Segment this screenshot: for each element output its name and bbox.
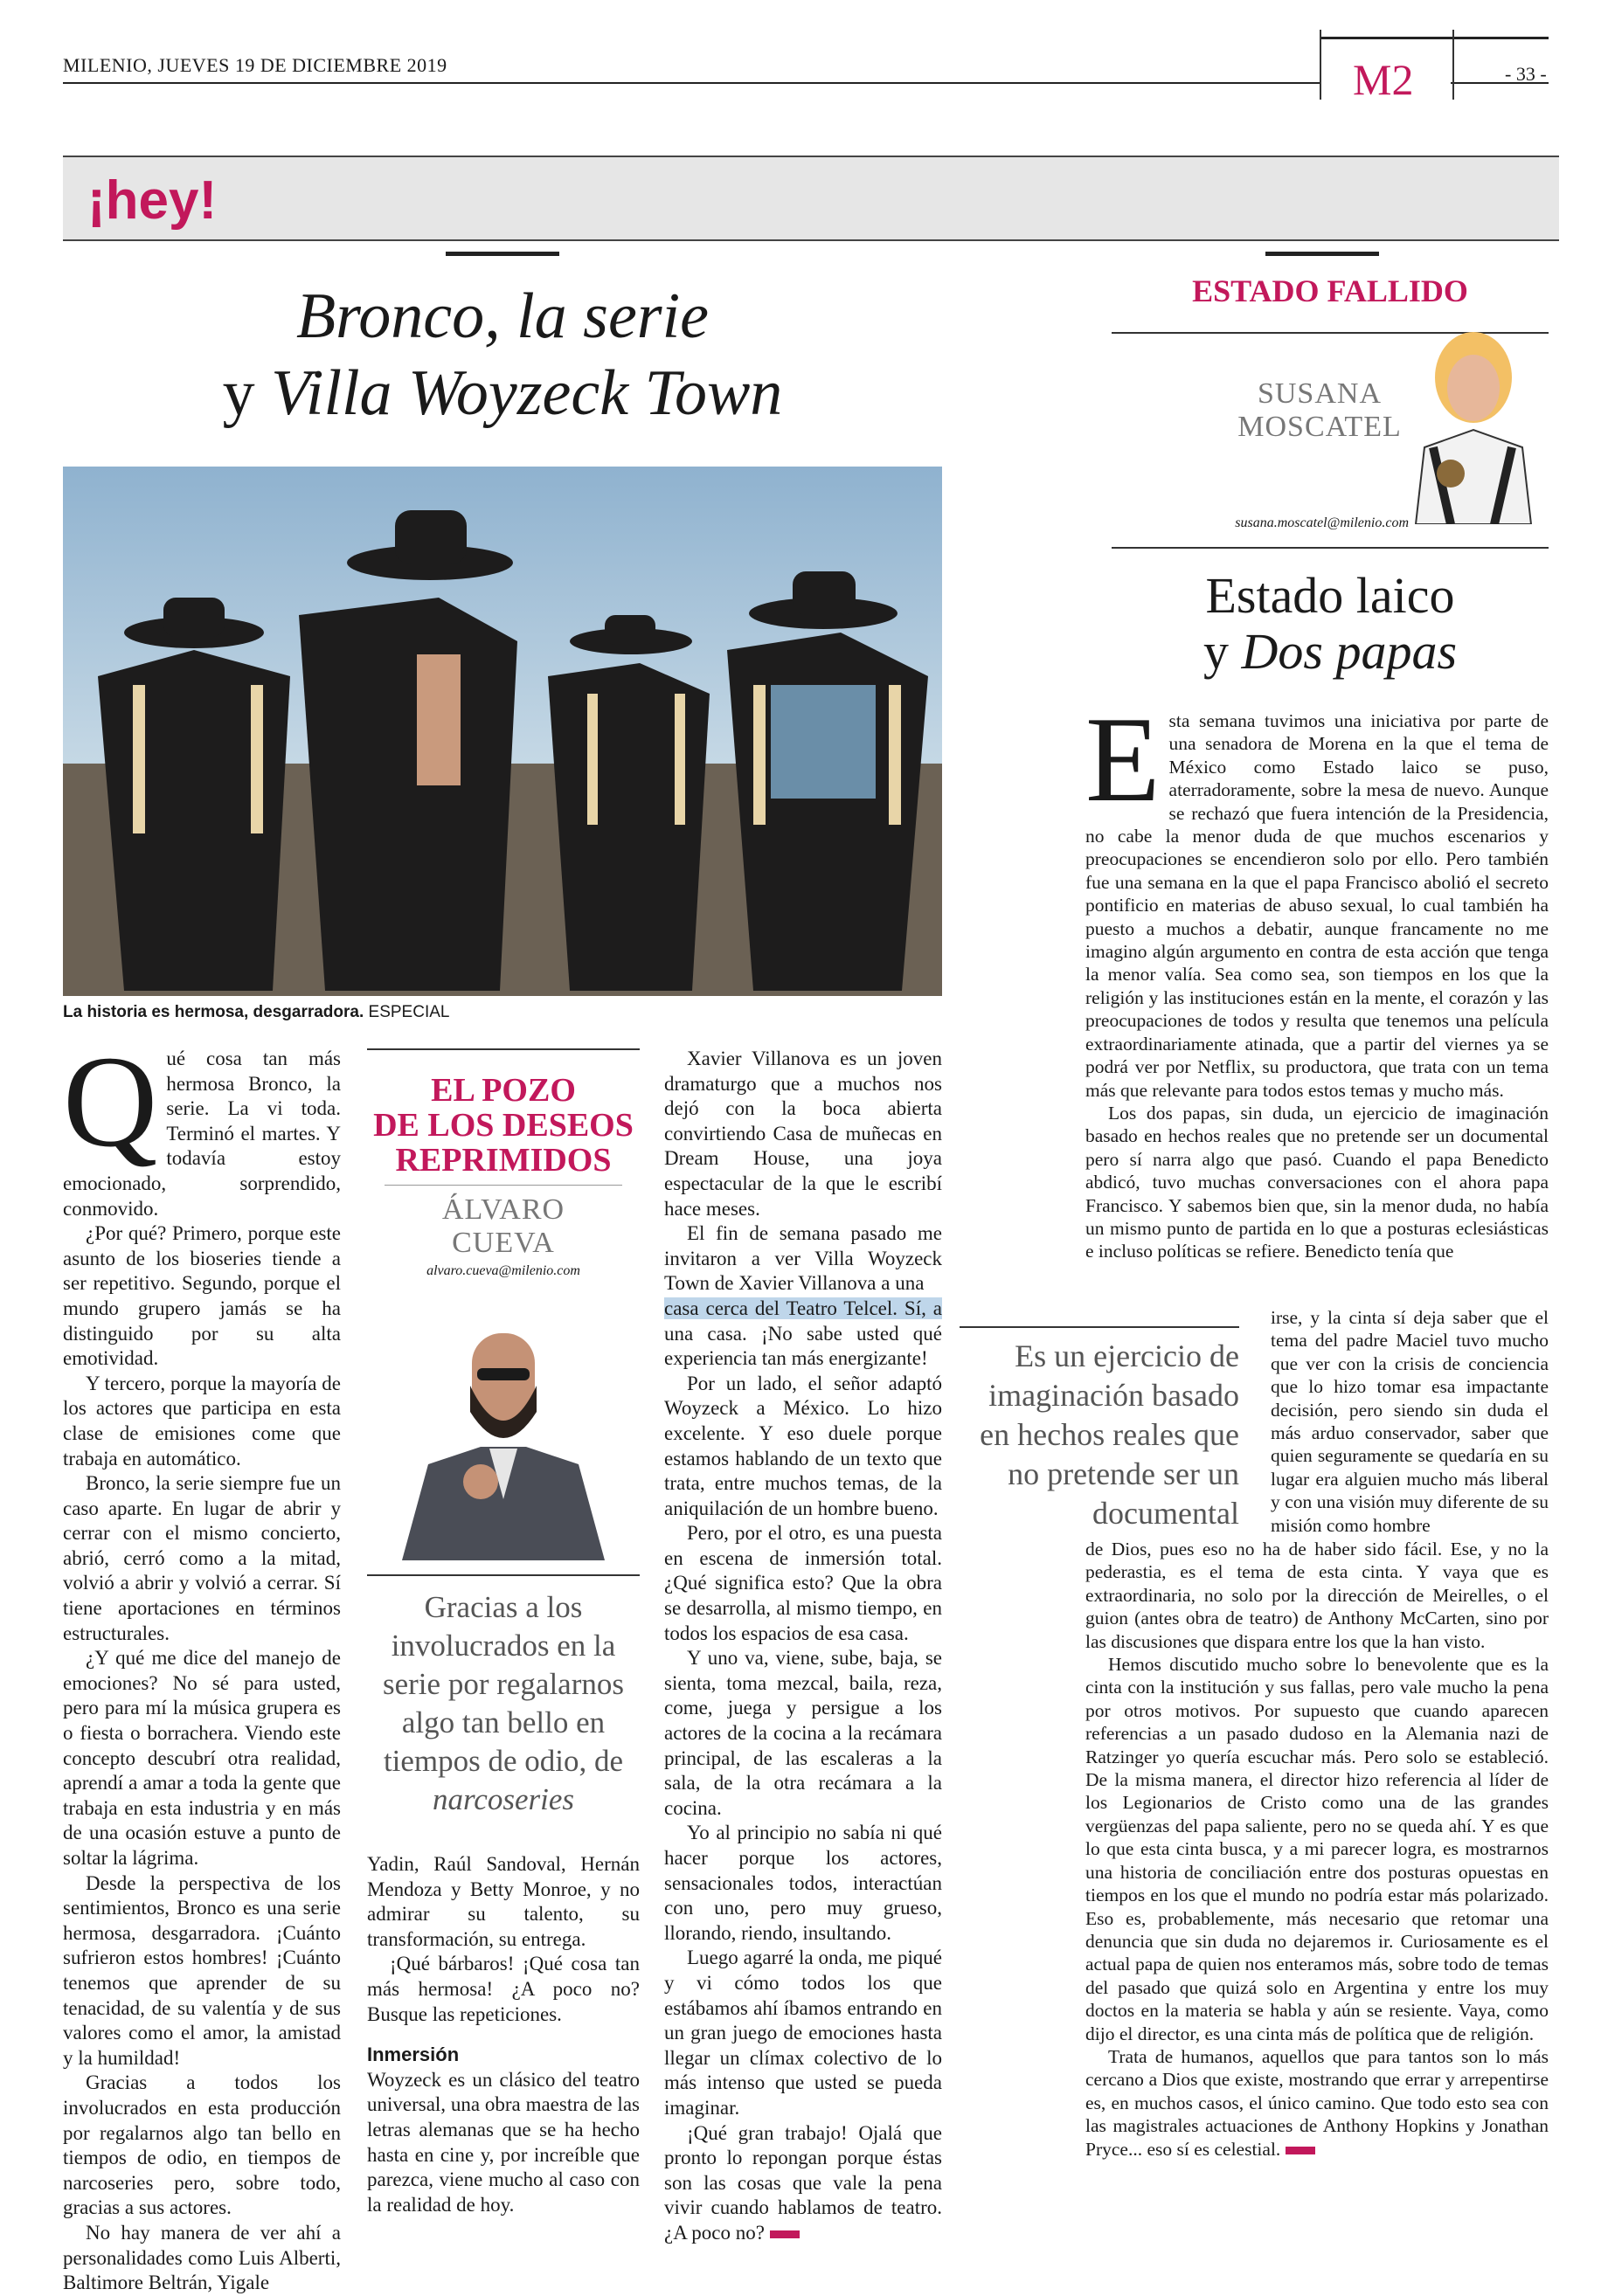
pullquote-text: Gracias a los involucrados en la serie por regalarnos algo tan bello en tiempos de odio, de — [383, 1590, 624, 1778]
paragraph — [664, 1297, 942, 1372]
paragraph: Y uno va, viene, sube, baja, se sienta, toma mezcal, baila, reza, come, juega y persigue a los actores de la cocina a la recámara principal, de las escaleras a la sala, de la otra recámara a la cocina. — [664, 1647, 942, 1819]
side-tick — [1265, 252, 1379, 256]
side-title-emphasis: Dos papas — [1241, 623, 1458, 680]
paragraph-text: ¡Qué gran trabajo! Ojalá que pronto lo repongan porque éstas son las cosas que vale la pena vivir cuando hablamos de teatro. ¿A poco no? — [664, 2121, 942, 2244]
paragraph — [664, 2121, 942, 2246]
paragraph-text: ué cosa tan más hermosa Bronco, la serie. La vi toda. Terminó el martes. Y todavía estoy emocionado, sorprendido, conmovido. — [63, 1048, 341, 1220]
pullquote-emphasis: narcoseries — [432, 1782, 574, 1816]
author-line: SUSANA — [1257, 377, 1383, 410]
paragraph-text: sta semana tuvimos una iniciativa por parte de una senadora de Morena en la que el tema de México como Estado laico se puso, aterradoramente, sobre la mesa de nuevo. Aunque se rechazó que fuera intención de la Presidencia, no cabe la menor duda de que muchos escenarios y preocupaciones se encendieron solo por ello. Pero también fue una semana en la que el papa Francisco abolió el secreto pontificio en materias de abuso sexual, lo cual también ha puesto a muchos a debatir, aunque francamente no me imagino algún argumento en contra de esta acción que tenga la menor valía. Sea como sea, son tiempos en los que la religión y las instituciones están en la mente, el corazón y las preocupaciones de todos y resulta que tenemos una película extraordinariamente atinada, que a partir del viernes ya se podrá ver por Netflix, su productora, que trata con un tema más que relevante para todos estos temas y mucho más. — [1085, 710, 1549, 1101]
title-line-1: Bronco, la serie — [295, 280, 709, 352]
paragraph: Los dos papas, sin duda, un ejercicio de imaginación basado en hechos reales que no pretende ser un documental pero sí narra algo que pasó. Cuando el papa Benedicto abdicó, tuvo muchas conversaciones con el ahora papa Francisco. Y sabemos bien que, sin la menor duda, no había un mismo punto de partida en lo que a posturas eclesiásticas e incluso políticas se refiere. Benedicto tenía que — [1085, 1102, 1549, 1262]
side-pullquote: Es un ejercicio de imaginación basado en hechos reales que no pretende ser un documental — [980, 1338, 1239, 1531]
paragraph: Desde la perspectiva de los sentimientos, Bronco es una serie hermosa, desgarradora. ¡Cuánto sufrieron estos hombres! ¡Cuánto tenemos que aprender de su tenacidad, de su valentía y de sus valores como el amor, la amistad y la humildad! — [63, 1871, 341, 2069]
author-portrait — [367, 1290, 640, 1560]
paragraph: Xavier Villanova es un joven dramaturgo que a muchos nos dejó con la boca abierta convirtiendo Casa de muñecas en Dream House, una joya espectacular de la que le escribí hace meses. — [664, 1048, 942, 1220]
band-photo-illustration — [63, 467, 942, 996]
author-name — [367, 1193, 640, 1260]
side-article-top — [1085, 692, 1549, 1263]
author-portrait — [1398, 316, 1549, 524]
section-label: M2 — [1353, 55, 1414, 104]
drop-cap: E — [1085, 692, 1161, 827]
author-line: CUEVA — [452, 1227, 555, 1259]
paragraph: No hay manera de ver ahí a personalidades como Luis Alberti, Baltimore Beltrán, Yigale — [63, 2221, 341, 2294]
paragraph: Hemos discutido mucho sobre lo benevolente que es la cinta con la institución y sus fallas, pero vale mucho la pena por otros motivos. Por supuesto que cuando aparecen referencias a un pasado dudoso en la Alemania nazi de Ratzinger yo quería escuchar más. Pero solo se estableció. De la misma manera, el director hizo referencia al líder de los Legionarios de Cristo como una de las grandes vergüenzas del papa saliente, pero no se queda ahí. Y es que lo que esta cinta busca, y a mi parecer logra, es mostrarnos una historia de conciliación entre dos posturas opuestas en tiempos en los que el mundo no podría estar más polarizado. Eso es, probablemente, más necesario que retomar una denuncia que sin duda no dejaremos ir. Curiosamente es el actual papa de quien nos enteramos más, sobre todo de temas del pasado que quizá solo en Argentina y entre los muy doctos en la materia se habla y aún se resiente. Vaya, como dijo el director, es una cinta más de política que de religión. — [1085, 1654, 1549, 2044]
paragraph: Pero, por el otro, es una puesta en escena de inmersión total. ¿Qué significa esto? Que la obra se desarrolla, al mismo tiempo, en todos los espacios de esa casa. — [664, 1522, 942, 1644]
paragraph: El fin de semana pasado me invitaron a ver Villa Woyzeck Town de Xavier Villanova a una — [664, 1222, 942, 1295]
page-number: - 33 - — [1505, 63, 1547, 85]
highlighted-text[interactable]: casa cerca del Teatro Telcel. Sí, a — [664, 1297, 942, 1319]
paragraph: ¿Por qué? Primero, porque este asunto de los bioseries tiende a ser repetitivo. Segundo, porque el mundo grupero jamás se ha distinguido por su alta emotividad. — [63, 1222, 341, 1370]
article-column-1 — [63, 1029, 341, 2296]
author-line: MOSCATEL — [1237, 411, 1402, 443]
title-line-2-prefix: y — [222, 357, 272, 429]
pullquote — [367, 1588, 640, 1819]
paragraph: Luego agarré la onda, me piqué y vi cómo todos los que estábamos ahí íbamos entrando en un gran juego de emociones hasta llegar un clímax colectivo de lo más intenso que usted se pueda imaginar. — [664, 1947, 942, 2119]
divider — [385, 1185, 622, 1186]
paragraph: irse, y la cinta sí deja saber que el tema del padre Maciel tuvo mucho que ver con la crisis de conciencia que lo hizo tomar esa impactante decisión, pero siendo sin duda el más arduo conservador, saber que quien seguramente se quedaría en su lugar era alguien mucho más liberal y con una visión muy diferente de su misión como hombre — [1271, 1307, 1549, 1536]
paragraph — [1085, 692, 1549, 1102]
side-article-bottom — [1085, 1538, 1549, 2161]
paragraph: Woyzeck es un clásico del teatro universal, una obra maestra de las letras alemanas que se ha hecho hasta en cine y, por increíble que parezca, viene mucho al caso con la realidad de hoy. — [367, 2068, 640, 2216]
side-article-middle — [1271, 1306, 1549, 1537]
author-email[interactable]: alvaro.cueva@milenio.com — [426, 1263, 580, 1278]
article-photo — [63, 467, 942, 996]
paragraph — [63, 1029, 341, 1221]
side-title-line: Estado laico — [1205, 567, 1455, 624]
masthead-date: MILENIO, JUEVES 19 DE DICIEMBRE 2019 — [63, 54, 447, 76]
side-column-name: ESTADO FALLIDO — [1192, 273, 1468, 308]
photo-caption — [63, 1003, 449, 1022]
paragraph — [1085, 2045, 1549, 2161]
side-author-email[interactable]: susana.moscatel@milenio.com — [1235, 515, 1409, 530]
side-author-photo — [1398, 316, 1549, 524]
title-line-2 — [63, 355, 942, 432]
author-photo — [367, 1290, 640, 1560]
column-name-line: REPRIMIDOS — [395, 1142, 612, 1179]
paragraph: ¡Qué bárbaros! ¡Qué cosa tan más hermosa! ¿A poco no? Busque las repeticiones. — [367, 1953, 640, 2025]
column-name-line: EL POZO — [431, 1072, 576, 1109]
section-tag: ¡hey! — [87, 170, 218, 231]
article-title — [63, 278, 942, 432]
side-title-line — [1112, 624, 1549, 680]
pullquote-rule — [367, 1574, 640, 1576]
subhead: Inmersión — [367, 2044, 460, 2066]
drop-cap: Q — [63, 1029, 158, 1174]
paragraph: Yo al principio no sabía ni qué hacer porque los actores, sensacionales todos, interactúan con uno, pero muy grueso, llorando, riendo, insultando. — [664, 1822, 942, 1944]
article-column-2 — [367, 1852, 640, 2217]
paragraph: Bronco, la serie siempre fue un caso aparte. En lugar de abrir y cerrar con el mismo concierto, abrió, cerró como a la mitad, volvió a abrir y volvió a cerrar. Sí tiene aportaciones en términos estructurales. — [63, 1472, 341, 1644]
column-box-rule — [367, 1048, 640, 1050]
side-title — [1112, 568, 1549, 680]
paragraph-text: Trata de humanos, aquellos que para tantos son lo más cercano a Dios que existe, mostrando que errar y arrepentirse es, en muchos casos, el único camino. Que todo esto sea con las magistrales actuaciones de Anthony Hopkins y Jonathan Pryce... eso sí es celestial. — [1085, 2045, 1549, 2160]
section-band — [63, 156, 1559, 241]
caption-text: La historia es hermosa, desgarradora. — [63, 1003, 364, 1021]
masthead-rule — [63, 82, 1321, 84]
column-name — [367, 1073, 640, 1178]
paragraph: Por un lado, el señor adaptó Woyzeck a México. Lo hizo excelente. Y eso duele porque estamos hablando de un texto que trata, entre muchos temas, de la aniquilación de un hombre bueno. — [664, 1372, 942, 1519]
paragraph: Y tercero, porque la mayoría de los actores que participa en esta clase de emisiones come que trabaja en automático. — [63, 1372, 341, 1470]
title-tick — [446, 252, 559, 256]
paragraph: Yadin, Raúl Sandoval, Hernán Mendoza y Betty Monroe, y no admirar su talento, su transformación, su entrega. — [367, 1853, 640, 1950]
side-pullquote-rule — [960, 1326, 1239, 1328]
paragraph: ¿Y qué me dice del manejo de emociones? No sé para usted, pero para mí la música grupera es o fiesta o borrachera. Viendo este concepto descubrí otra realidad, aprendí a amar a toda la gente que trabaja en esta industria y en más de una ocasión estuve a punto de soltar la lágrima. — [63, 1647, 341, 1869]
end-mark — [1286, 2147, 1315, 2154]
paragraph: de Dios, pues eso no ha de haber sido fácil. Ese, y no la pederastia, es el tema de esta cinta. Y vaya que es extraordinaria, no solo por la dirección de Meirelles, o el guion (antes obra de teatro) de Anthony McCarten, sino por las discusiones que dispara entre los que la han visto. — [1085, 1539, 1549, 1652]
paragraph: Gracias a todos los involucrados en esta producción por regalarnos algo tan bello en tiempos de odio, en tiempos de narcoseries pero, sobre todo, gracias a sus actores. — [63, 2071, 341, 2219]
side-title-prefix: y — [1202, 623, 1242, 680]
caption-credit: ESPECIAL — [368, 1003, 450, 1021]
title-line-2-text: Villa Woyzeck Town — [271, 357, 783, 429]
column-name-line: DE LOS DESEOS — [373, 1107, 634, 1144]
article-column-3 — [664, 1047, 942, 2246]
paragraph-text: una casa. ¡No sabe usted qué experiencia tan más energizante! — [664, 1322, 942, 1370]
side-rule — [1112, 547, 1549, 549]
author-line: ÁLVARO — [441, 1193, 565, 1226]
